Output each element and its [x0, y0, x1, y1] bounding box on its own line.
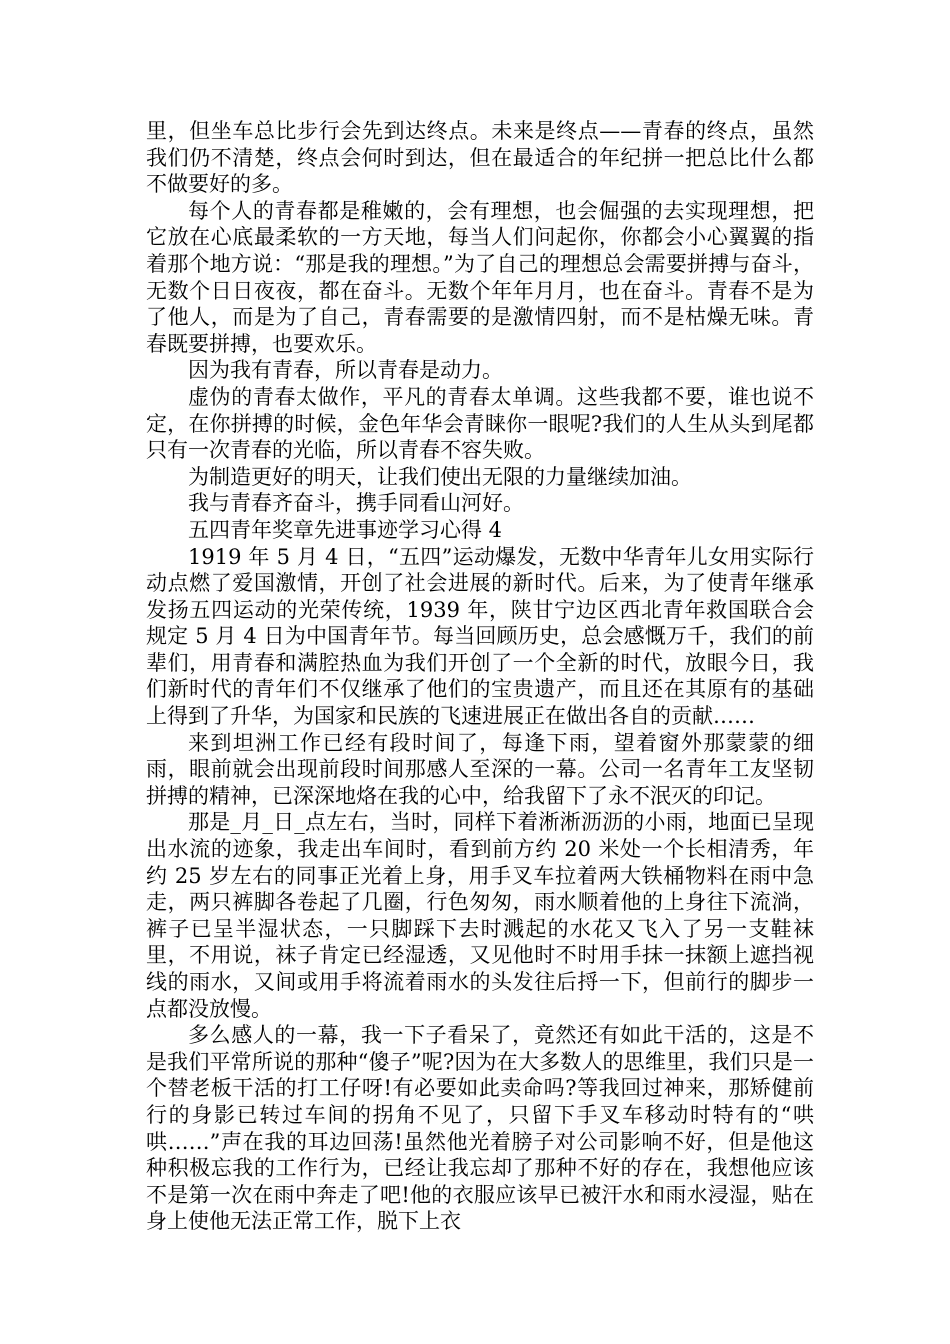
- paragraph-7: 1919 年 5 月 4 日，“五四”运动爆发，无数中华青年儿女用实际行动点燃了爱国激情，开创了社会进展的新时代。后来，为了使青年继承发扬五四运动的光荣传统，1939 年，陕甘宁边区西北青年救国联合会规定 5 月 4 日为中国青年节。每当回顾历史，总会感慨万千，我们的前辈们，用青春和满腔热血为我们开创了一个全新的时代，放眼今日，我们新时代的青年们不仅继承了他们的宝贵遗产，而且还在其原有的基础上得到了升华，为国家和民族的飞速进展正在做出各自的贡献……: [146, 544, 814, 729]
- paragraph-2: 每个人的青春都是稚嫩的，会有理想，也会倔强的去实现理想，把它放在心底最柔软的一方天地，每当人们问起你，你都会小心翼翼的指着那个地方说：“那是我的理想。”为了自己的理想总会需要拼搏与奋斗，无数个日日夜夜，都在奋斗。无数个年年月月，也在奋斗。青春不是为了他人，而是为了自己，青春需要的是激情四射，而不是枯燥无味。青春既要拼搏，也要欢乐。: [146, 198, 814, 356]
- paragraph-10: 多么感人的一幕，我一下子看呆了，竟然还有如此干活的，这是不是我们平常所说的那种“傻子”呢?因为在大多数人的思维里，我们只是一个替老板干活的打工仔呀!有必要如此卖命吗?等我回过神来，那矫健前行的身影已转过车间的拐角不见了，只留下手叉车移动时特有的“哄哄……”声在我的耳边回荡!虽然他光着膀子对公司影响不好，但是他这种积极忘我的工作行为，已经让我忘却了那种不好的存在，我想他应该不是第一次在雨中奔走了吧!他的衣服应该早已被汗水和雨水浸湿，贴在身上使他无法正常工作，脱下上衣: [146, 1023, 814, 1234]
- paragraph-6: 我与青春齐奋斗，携手同看山河好。: [188, 491, 524, 516]
- paragraph-9: 那是_月_日_点左右，当时，同样下着淅淅沥沥的小雨，地面已呈现出水流的迹象，我走出车间时，看到前方约 20 米处一个长相清秀，年约 25 岁左右的同事正光着上身，用手叉车拉着两大铁桶物料在雨中急走，两只裤脚各卷起了几圈，行色匆匆，雨水顺着他的上身往下流淌，裤子已呈半湿状态，一只脚踩下去时溅起的水花又飞入了另一支鞋袜里，不用说，袜子肯定已经湿透，又见他时不时用手抹一抹额上遮挡视线的雨水，又间或用手将流着雨水的头发往后捋一下，但前行的脚步一点都没放慢。: [146, 810, 814, 1021]
- paragraph-8: 来到坦洲工作已经有段时间了，每逢下雨，望着窗外那蒙蒙的细雨，眼前就会出现前段时间那感人至深的一幕。公司一名青年工友坚韧拼搏的精神，已深深地烙在我的心中，给我留下了永不泯灭的印记。: [146, 730, 814, 808]
- section-heading: 五四青年奖章先进事迹学习心得 4: [188, 517, 503, 542]
- paragraph-5: 为制造更好的明天，让我们使出无限的力量继续加油。: [188, 464, 692, 489]
- paragraph-3: 因为我有青春，所以青春是动力。: [188, 358, 503, 383]
- paragraph-1: 里，但坐车总比步行会先到达终点。未来是终点——青春的终点，虽然我们仍不清楚，终点会何时到达，但在最适合的年纪拼一把总比什么都不做要好的多。: [146, 119, 814, 197]
- paragraph-4: 虚伪的青春太做作，平凡的青春太单调。这些我都不要，谁也说不定，在你拼搏的时候，金色年华会青睐你一眼呢?我们的人生从头到尾都只有一次青春的光临，所以青春不容失败。: [146, 384, 814, 463]
- document-body: [146, 118, 814, 1235]
